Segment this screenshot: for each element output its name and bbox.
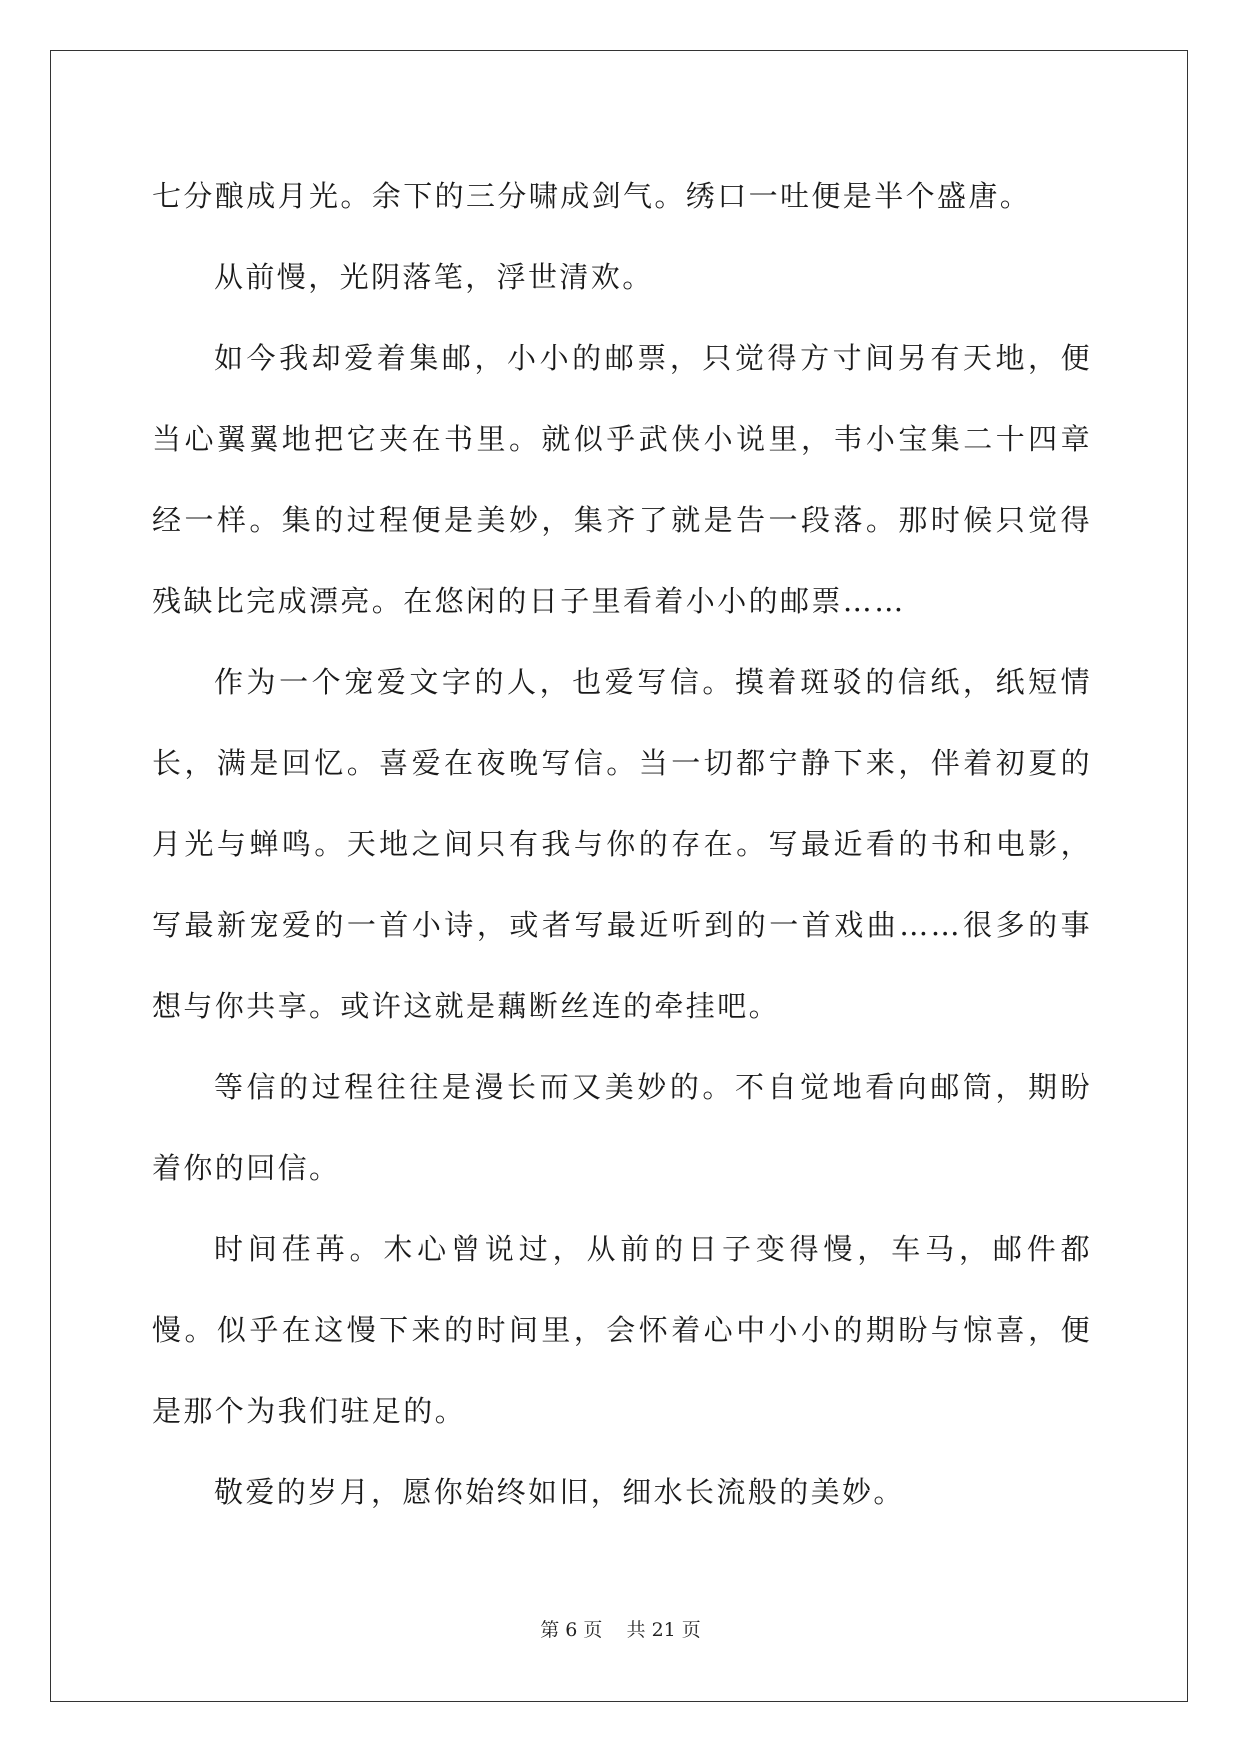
paragraph-4: 作为一个宠爱文字的人，也爱写信。摸着斑驳的信纸，纸短情长，满是回忆。喜爱在夜晚写信。当一切都宁静下来，伴着初夏的月光与蝉鸣。天地之间只有我与你的存在。写最近看的书和电影，写最新宠爱的一首小诗，或者写最近听到的一首戏曲……很多的事想与你共享。或许这就是藕断丝连的牵挂吧。 [152,665,1092,1023]
paragraph-3: 如今我却爱着集邮，小小的邮票，只觉得方寸间另有天地，便当心翼翼地把它夹在书里。就似乎武侠小说里，韦小宝集二十四章经一样。集的过程便是美妙，集齐了就是告一段落。那时候只觉得残缺比完成漂亮。在悠闲的日子里看着小小的邮票…… [152,341,1092,618]
paragraph-2: 从前慢，光阴落笔，浮世清欢。 [214,260,654,294]
page-number: 第 6 页 [540,1619,603,1641]
document-body [152,156,1092,1533]
paragraph-6: 时间荏苒。木心曾说过，从前的日子变得慢，车马，邮件都慢。似乎在这慢下来的时间里，会怀着心中小小的期盼与惊喜，便是那个为我们驻足的。 [152,1232,1092,1428]
page-footer [0,1618,1241,1642]
paragraph-1: 七分酿成月光。余下的三分啸成剑气。绣口一吐便是半个盛唐。 [152,179,1032,213]
paragraph-5: 等信的过程往往是漫长而又美妙的。不自觉地看向邮筒，期盼着你的回信。 [152,1070,1092,1185]
paragraph-7: 敬爱的岁月，愿你始终如旧，细水长流般的美妙。 [214,1475,905,1509]
page-total: 共 21 页 [626,1619,701,1641]
